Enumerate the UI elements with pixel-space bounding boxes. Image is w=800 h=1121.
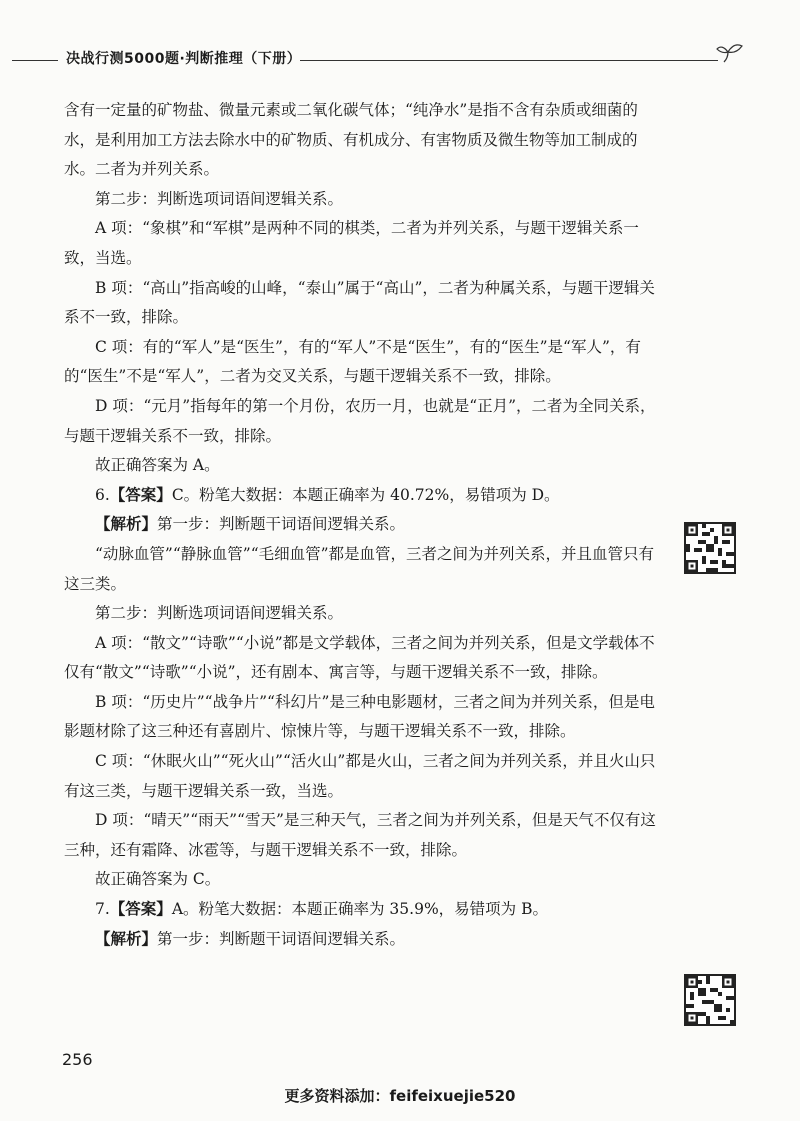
question-number: 7.: [95, 900, 110, 919]
conclusion: 故正确答案为 A。: [95, 456, 220, 475]
page-number: 256: [62, 1050, 93, 1069]
question-6-analysis: [64, 510, 664, 540]
option-d-analysis: D 项：“晴天”“雨天”“雪天”是三种天气，三者之间为并列关系，但是天气不仅有这三种，还有霜降、冰雹等，与题干逻辑关系不一致，排除。: [64, 811, 656, 859]
question-7-analysis: [64, 925, 664, 955]
header-rule-right: [300, 60, 718, 61]
answer-label: 【答案】: [109, 900, 172, 919]
analysis-text: 第一步：判断题干词语间逻辑关系。: [157, 929, 406, 948]
question-number: 6.: [95, 485, 110, 504]
qr-code-icon[interactable]: [684, 522, 736, 574]
book-title: 决战行测5000题·判断推理（下册）: [66, 51, 302, 67]
paragraph: 第二步：判断选项词语间逻辑关系。: [95, 189, 344, 208]
paragraph: “动脉血管”“静脉血管”“毛细血管”都是血管，三者之间为并列关系，并且血管只有这三类。: [64, 544, 655, 593]
question-7-answer: [64, 895, 664, 925]
analysis-label: 【解析】: [95, 515, 158, 534]
option-d-analysis: D 项：“元月”指每年的第一个月份，农历一月，也就是“正月”，二者为全同关系，与题干逻辑关系不一致，排除。: [64, 396, 656, 445]
running-header: [0, 46, 800, 70]
header-rule-left: [12, 60, 58, 61]
option-c-analysis: C 项：“休眠火山”“死火山”“活火山”都是火山，三者之间为并列关系，并且火山只有这三类，与题干逻辑关系一致，当选。: [64, 752, 656, 800]
answer-text: C。粉笔大数据：本题正确率为 40.72%，易错项为 D。: [171, 485, 560, 504]
answer-text: A。粉笔大数据：本题正确率为 35.9%，易错项为 B。: [171, 900, 548, 919]
analysis-text: 第一步：判断题干词语间逻辑关系。: [157, 515, 406, 534]
paragraph: 含有一定量的矿物盐、微量元素或二氧化碳气体；“纯净水”是指不含有杂质或细菌的水，是利用加工方法去除水中的矿物质、有机成分、有害物质及微生物等加工制成的水。二者为并列关系。: [64, 101, 638, 179]
qr-code-icon[interactable]: [684, 974, 736, 1026]
option-a-analysis: A 项：“散文”“诗歌”“小说”都是文学载体，三者之间为并列关系，但是文学载体不仅有“散文”“诗歌”“小说”，还有剧本、寓言等，与题干逻辑关系不一致，排除。: [64, 633, 655, 682]
paragraph: 第二步：判断选项词语间逻辑关系。: [95, 604, 344, 623]
option-b-analysis: B 项：“历史片”“战争片”“科幻片”是三种电影题材，三者之间为并列关系，但是电影题材除了这三种还有喜剧片、惊悚片等，与题干逻辑关系不一致，排除。: [64, 692, 655, 741]
sprout-icon: [716, 40, 746, 70]
answer-label: 【答案】: [109, 485, 172, 504]
question-6-answer: [64, 481, 664, 511]
conclusion: 故正确答案为 C。: [95, 870, 221, 889]
option-a-analysis: A 项：“象棋”和“军棋”是两种不同的棋类，二者为并列关系，与题干逻辑关系一致，当选。: [64, 219, 639, 267]
option-b-analysis: B 项：“高山”指高峻的山峰，“泰山”属于“高山”，二者为种属关系，与题干逻辑关系不一致，排除。: [64, 278, 655, 327]
page-body: [64, 96, 664, 954]
option-c-analysis: C 项：有的“军人”是“医生”，有的“军人”不是“医生”，有的“医生”是“军人”，有的“医生”不是“军人”，二者为交叉关系，与题干逻辑关系不一致，排除。: [64, 337, 641, 386]
footer-contact: 更多资料添加：feifeixuejie520: [284, 1087, 516, 1105]
analysis-label: 【解析】: [95, 929, 158, 948]
